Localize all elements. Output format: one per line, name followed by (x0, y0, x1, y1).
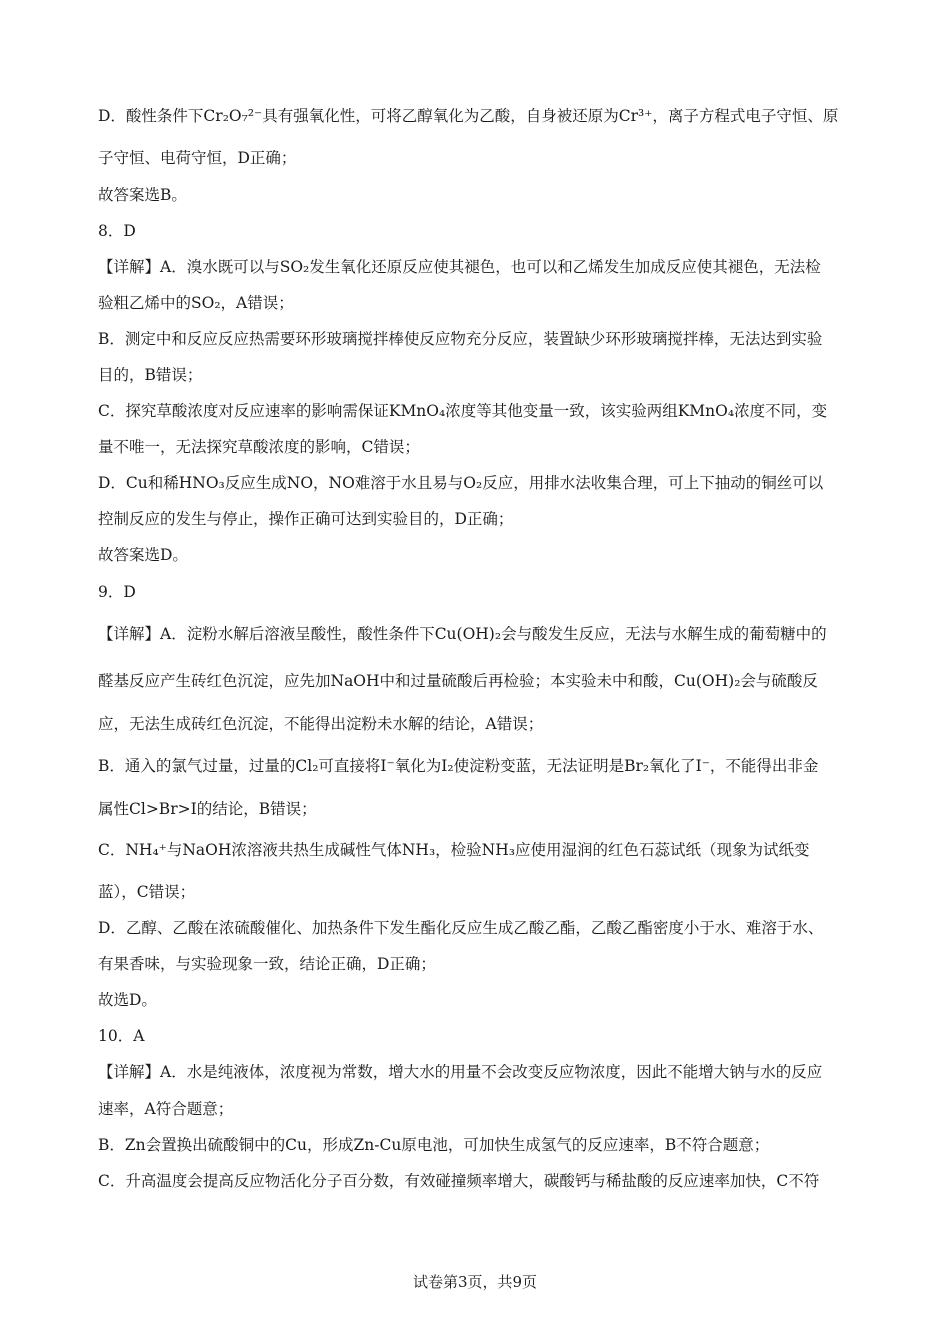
text-line: 应，无法生成砖红色沉淀，不能得出淀粉未水解的结论，A错误； (98, 715, 544, 733)
text-line: 故答案选B。 (98, 186, 187, 204)
text-line: B．测定中和反应反应热需要环形玻璃搅拌棒使反应物充分反应，装置缺少环形玻璃搅拌棒，无法达到实验 (98, 330, 823, 348)
text-line: 子守恒、电荷守恒，D正确； (98, 149, 297, 167)
question-number: 9．D (98, 583, 136, 601)
text-line: 有果香味，与实验现象一致，结论正确，D正确； (98, 955, 436, 973)
text-line: D．乙醇、乙酸在浓硫酸催化、加热条件下发生酯化反应生成乙酸乙酯，乙酸乙酯密度小于水、难溶于水、 (98, 919, 824, 937)
text-line: 验粗乙烯中的SO₂，A错误； (98, 294, 294, 312)
text-line: B．通入的氯气过量，过量的Cl₂可直接将I⁻氧化为I₂使淀粉变蓝，无法证明是Br₂氧化了I⁻，不能得出非金 (98, 757, 819, 775)
text-line: 故答案选D。 (98, 546, 188, 564)
text-line: 醛基反应产生砖红色沉淀，应先加NaOH中和过量硫酸后再检验；本实验未中和酸，Cu(OH)₂会与硫酸反 (98, 672, 818, 690)
text-line: 故选D。 (98, 991, 157, 1009)
text-line: 【详解】A．淀粉水解后溶液呈酸性，酸性条件下Cu(OH)₂会与酸发生反应，无法与水解生成的葡萄糖中的 (98, 625, 827, 643)
text-line: 【详解】A．水是纯液体，浓度视为常数，增大水的用量不会改变反应物浓度，因此不能增大钠与水的反应 (98, 1063, 823, 1081)
text-line: D．Cu和稀HNO₃反应生成NO，NO难溶于水且易与O₂反应，用排水法收集合理，可上下抽动的铜丝可以 (98, 474, 824, 492)
question-number: 10．A (98, 1027, 145, 1045)
page-footer: 试卷第3页，共9页 (412, 1273, 538, 1291)
text-line: 属性Cl>Br>I的结论，B错误； (98, 800, 317, 818)
text-line: 【详解】A．溴水既可以与SO₂发生氧化还原反应使其褪色，也可以和乙烯发生加成反应使其褪色，无法检 (98, 258, 821, 276)
text-line: 目的，B错误； (98, 366, 203, 384)
text-line: C．NH₄⁺与NaOH浓溶液共热生成碱性气体NH₃，检验NH₃应使用湿润的红色石蕊试纸（现象为试纸变 (98, 841, 810, 859)
text-line: C．升高温度会提高反应物活化分子百分数，有效碰撞频率增大，碳酸钙与稀盐酸的反应速率加快，C不符 (98, 1172, 820, 1190)
text-line: 控制反应的发生与停止，操作正确可达到实验目的，D正确； (98, 510, 514, 528)
text-line: 量不唯一，无法探究草酸浓度的影响，C错误； (98, 438, 420, 456)
text-line: C．探究草酸浓度对反应速率的影响需保证KMnO₄浓度等其他变量一致，该实验两组KMnO₄浓度不同，变 (98, 402, 828, 420)
text-line: B．Zn会置换出硫酸铜中的Cu，形成Zn-Cu原电池，可加快生成氢气的反应速率，B不符合题意； (98, 1136, 770, 1154)
text-line: D．酸性条件下Cr₂O₇²⁻具有强氧化性，可将乙醇氧化为乙酸，自身被还原为Cr³⁺，离子方程式电子守恒、原 (98, 107, 839, 125)
question-number: 8．D (98, 222, 136, 240)
text-line: 蓝），C错误； (98, 883, 196, 901)
text-line: 速率，A符合题意； (98, 1100, 234, 1118)
